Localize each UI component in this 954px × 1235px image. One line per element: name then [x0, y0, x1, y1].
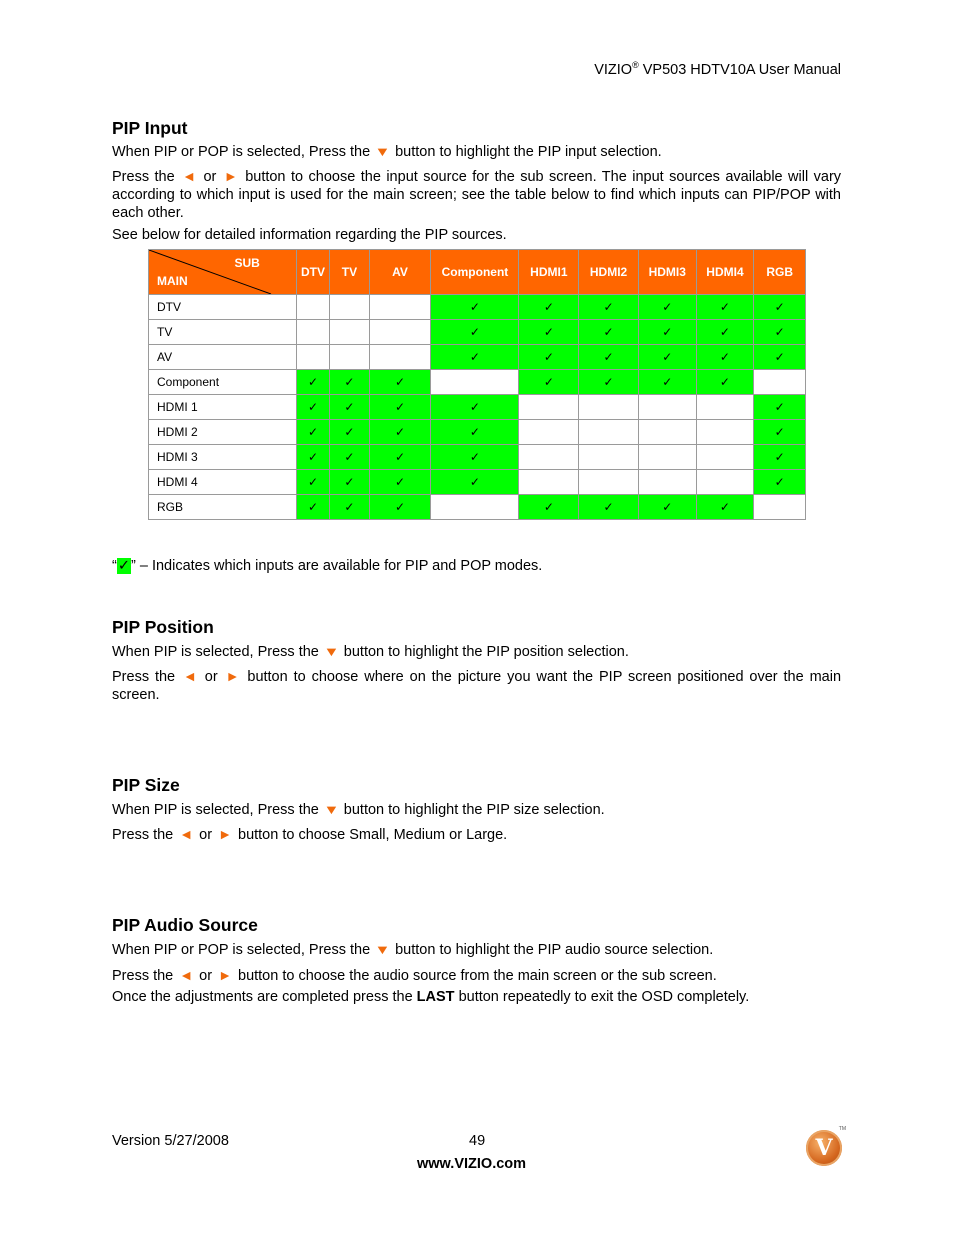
check-icon: ✓: [469, 425, 480, 439]
registered-mark: ®: [632, 60, 639, 70]
available-cell: [519, 495, 579, 520]
available-cell: [519, 320, 579, 345]
table-row: [149, 470, 806, 495]
right-arrow-icon: ►: [225, 668, 240, 684]
check-icon: ✓: [469, 350, 480, 364]
column-header: Component: [431, 250, 519, 295]
pip-position-paragraph-2: Press the ◄ or ► button to choose where on the picture you want the PIP screen positioned over the main screen.: [112, 668, 842, 703]
check-icon: ✓: [307, 500, 319, 514]
available-cell: [296, 495, 329, 520]
left-arrow-icon: ◄: [179, 967, 194, 983]
check-icon: ✓: [307, 375, 319, 389]
check-icon: ✓: [344, 500, 355, 514]
available-cell: [431, 445, 519, 470]
check-icon: ✓: [662, 350, 673, 364]
check-icon: ✓: [469, 325, 480, 339]
check-icon: ✓: [719, 350, 730, 364]
check-icon: ✓: [774, 425, 785, 439]
unavailable-cell: [579, 420, 639, 445]
section-heading-pip-position: PIP Position: [112, 617, 214, 637]
manual-title: VP503 HDTV10A User Manual: [638, 61, 841, 78]
available-cell: [519, 295, 579, 320]
column-header: HDMI3: [638, 250, 696, 295]
available-cell: [696, 320, 754, 345]
available-cell: [579, 345, 639, 370]
check-icon: ✓: [344, 400, 355, 414]
check-icon: ✓: [117, 558, 130, 574]
available-cell: [754, 295, 806, 320]
vizio-logo-letter: V: [815, 1135, 833, 1161]
left-arrow-icon: ◄: [183, 668, 197, 684]
column-header: TV: [330, 250, 369, 295]
pip-input-paragraph-1: When PIP or POP is selected, Press the ▼ button to highlight the PIP input selection.: [112, 144, 662, 160]
unavailable-cell: [330, 345, 369, 370]
unavailable-cell: [696, 395, 754, 420]
unavailable-cell: [754, 495, 806, 520]
available-cell: [754, 420, 806, 445]
unavailable-cell: [754, 370, 806, 395]
available-cell: [638, 345, 696, 370]
check-icon: ✓: [662, 300, 673, 314]
column-header: RGB: [754, 250, 806, 295]
last-button-label: LAST: [416, 989, 455, 1005]
available-cell: [369, 420, 431, 445]
footer-page-number: 49: [469, 1133, 486, 1149]
unavailable-cell: [638, 470, 696, 495]
table-row: [149, 495, 806, 520]
available-cell: [754, 470, 806, 495]
available-cell: [519, 345, 579, 370]
available-cell: [579, 495, 639, 520]
unavailable-cell: [579, 395, 639, 420]
unavailable-cell: [638, 395, 696, 420]
pip-input-paragraph-2: Press the ◄ or ► button to choose the input source for the sub screen. The input sources available will vary according to which input is used for the main screen; see the table below to find which inputs can PIP/POP with each other.: [112, 168, 842, 221]
table-row: [149, 445, 806, 470]
pip-audio-paragraph-3: Once the adjustments are completed press the LAST button repeatedly to exit the OSD completely.: [112, 989, 750, 1005]
available-cell: [431, 295, 519, 320]
column-header: DTV: [296, 250, 329, 295]
available-cell: [369, 395, 431, 420]
available-cell: [431, 345, 519, 370]
available-cell: [369, 445, 431, 470]
available-cell: [754, 345, 806, 370]
unavailable-cell: [431, 495, 519, 520]
footer-version: Version 5/27/2008: [112, 1133, 229, 1149]
vizio-logo-tm: TM: [838, 1126, 846, 1132]
check-icon: ✓: [774, 400, 785, 414]
corner-sub-label: SUB: [234, 256, 260, 270]
available-cell: [330, 470, 369, 495]
check-icon: ✓: [719, 500, 730, 514]
unavailable-cell: [579, 445, 639, 470]
check-icon: ✓: [344, 375, 355, 389]
row-label: HDMI 4: [149, 470, 297, 495]
available-cell: [638, 295, 696, 320]
check-icon: ✓: [603, 375, 614, 389]
check-icon: ✓: [543, 375, 554, 389]
unavailable-cell: [296, 345, 329, 370]
footer-url: www.VIZIO.com: [417, 1156, 527, 1172]
check-icon: ✓: [344, 425, 355, 439]
check-icon: ✓: [603, 500, 614, 514]
available-cell: [579, 370, 639, 395]
unavailable-cell: [519, 445, 579, 470]
check-icon: ✓: [774, 450, 785, 464]
available-cell: [638, 320, 696, 345]
unavailable-cell: [519, 470, 579, 495]
check-icon: ✓: [469, 300, 480, 314]
unavailable-cell: [369, 345, 431, 370]
available-cell: [696, 345, 754, 370]
available-cell: [296, 445, 329, 470]
available-cell: [638, 370, 696, 395]
available-cell: [296, 420, 329, 445]
check-icon: ✓: [307, 400, 319, 414]
available-cell: [296, 470, 329, 495]
check-icon: ✓: [719, 375, 730, 389]
available-cell: [579, 320, 639, 345]
down-arrow-icon: ▼: [374, 942, 391, 957]
available-cell: [519, 370, 579, 395]
unavailable-cell: [579, 470, 639, 495]
check-icon: ✓: [774, 325, 785, 339]
available-cell: [330, 395, 369, 420]
pip-input-paragraph-3: See below for detailed information regarding the PIP sources.: [112, 227, 507, 243]
left-arrow-icon: ◄: [179, 826, 194, 842]
unavailable-cell: [330, 320, 369, 345]
row-label: RGB: [149, 495, 297, 520]
available-cell: [431, 320, 519, 345]
available-cell: [330, 420, 369, 445]
check-icon: ✓: [662, 500, 673, 514]
table-legend: “✓” – Indicates which inputs are available for PIP and POP modes.: [112, 558, 543, 574]
section-heading-pip-size: PIP Size: [112, 775, 180, 795]
unavailable-cell: [519, 395, 579, 420]
available-cell: [696, 370, 754, 395]
check-icon: ✓: [469, 400, 480, 414]
row-label: HDMI 3: [149, 445, 297, 470]
check-icon: ✓: [719, 325, 730, 339]
down-arrow-icon: ▼: [323, 644, 340, 659]
available-cell: [431, 470, 519, 495]
corner-main-label: MAIN: [157, 274, 188, 288]
check-icon: ✓: [307, 475, 319, 489]
available-cell: [369, 370, 431, 395]
right-arrow-icon: ►: [218, 967, 232, 983]
pip-size-paragraph-1: When PIP is selected, Press the ▼ button to highlight the PIP size selection.: [112, 802, 605, 818]
unavailable-cell: [296, 320, 329, 345]
table-row: [149, 420, 806, 445]
check-icon: ✓: [395, 500, 406, 514]
check-icon: ✓: [662, 375, 673, 389]
column-header: HDMI4: [696, 250, 754, 295]
pip-audio-paragraph-2: Press the ◄ or ► button to choose the audio source from the main screen or the sub screen.: [112, 967, 717, 984]
check-icon: ✓: [395, 425, 406, 439]
unavailable-cell: [296, 295, 329, 320]
available-cell: [696, 295, 754, 320]
page-header: [594, 60, 841, 78]
check-icon: ✓: [395, 450, 406, 464]
available-cell: [330, 370, 369, 395]
check-icon: ✓: [603, 350, 614, 364]
check-icon: ✓: [307, 425, 319, 439]
section-heading-pip-input: PIP Input: [112, 118, 188, 138]
pip-audio-paragraph-1: When PIP or POP is selected, Press the ▼ button to highlight the PIP audio source selection.: [112, 942, 714, 958]
available-cell: [754, 320, 806, 345]
available-cell: [296, 395, 329, 420]
check-icon: ✓: [774, 350, 785, 364]
unavailable-cell: [369, 295, 431, 320]
column-header: HDMI2: [579, 250, 639, 295]
check-icon: ✓: [603, 325, 614, 339]
check-icon: ✓: [603, 300, 614, 314]
check-icon: ✓: [395, 375, 406, 389]
row-label: AV: [149, 345, 297, 370]
unavailable-cell: [431, 370, 519, 395]
check-icon: ✓: [344, 450, 355, 464]
column-header: AV: [369, 250, 431, 295]
check-icon: ✓: [469, 475, 480, 489]
brand-name: VIZIO: [594, 61, 633, 78]
check-icon: ✓: [719, 300, 730, 314]
check-icon: ✓: [662, 325, 673, 339]
down-arrow-icon: ▼: [323, 802, 340, 817]
unavailable-cell: [519, 420, 579, 445]
available-cell: [431, 420, 519, 445]
check-icon: ✓: [307, 450, 319, 464]
row-label: HDMI 2: [149, 420, 297, 445]
check-icon: ✓: [344, 475, 355, 489]
column-header: HDMI1: [519, 250, 579, 295]
pip-size-paragraph-2: Press the ◄ or ► button to choose Small, Medium or Large.: [112, 826, 508, 843]
available-cell: [754, 445, 806, 470]
unavailable-cell: [638, 445, 696, 470]
check-icon: ✓: [543, 350, 554, 364]
row-label: HDMI 1: [149, 395, 297, 420]
unavailable-cell: [330, 295, 369, 320]
pip-compatibility-table: [148, 249, 806, 520]
unavailable-cell: [638, 420, 696, 445]
section-heading-pip-audio-source: PIP Audio Source: [112, 915, 258, 935]
available-cell: [638, 495, 696, 520]
unavailable-cell: [696, 420, 754, 445]
available-cell: [330, 495, 369, 520]
row-label: Component: [149, 370, 297, 395]
row-label: DTV: [149, 295, 297, 320]
table-corner-cell: [149, 250, 297, 295]
available-cell: [369, 470, 431, 495]
check-icon: ✓: [774, 475, 785, 489]
table-row: [149, 295, 806, 320]
check-icon: ✓: [543, 500, 554, 514]
check-icon: ✓: [543, 300, 554, 314]
table-row: [149, 320, 806, 345]
down-arrow-icon: ▼: [374, 144, 391, 159]
available-cell: [330, 445, 369, 470]
right-arrow-icon: ►: [218, 826, 232, 842]
available-cell: [369, 495, 431, 520]
table-row: [149, 370, 806, 395]
unavailable-cell: [696, 470, 754, 495]
check-icon: ✓: [543, 325, 554, 339]
available-cell: [296, 370, 329, 395]
table-row: [149, 345, 806, 370]
vizio-logo: [806, 1126, 846, 1166]
available-cell: [696, 495, 754, 520]
pip-position-paragraph-1: When PIP is selected, Press the ▼ button to highlight the PIP position selection.: [112, 644, 629, 660]
table-row: [149, 395, 806, 420]
row-label: TV: [149, 320, 297, 345]
available-cell: [431, 395, 519, 420]
check-icon: ✓: [469, 450, 480, 464]
unavailable-cell: [369, 320, 431, 345]
check-icon: ✓: [774, 300, 785, 314]
unavailable-cell: [696, 445, 754, 470]
check-icon: ✓: [395, 400, 406, 414]
check-icon: ✓: [395, 475, 406, 489]
table-header-row: [149, 250, 806, 295]
available-cell: [754, 395, 806, 420]
available-cell: [579, 295, 639, 320]
left-arrow-icon: ◄: [182, 168, 197, 184]
right-arrow-icon: ►: [223, 168, 238, 184]
